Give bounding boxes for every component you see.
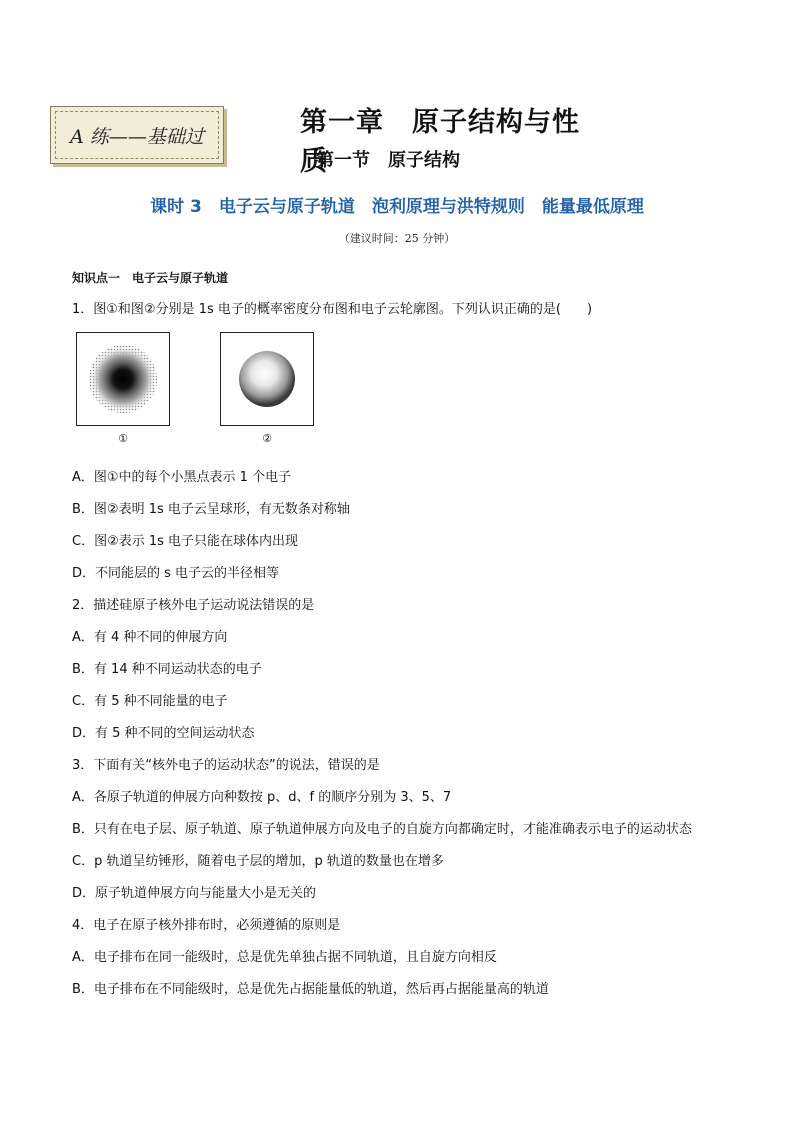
figure-1-caption: ① [118,432,128,445]
q3-option-d: D．原子轨道伸展方向与能量大小是无关的 [72,886,317,901]
dot-cloud-graphic [83,339,163,419]
q4-option-b: B．电子排布在不同能级时，总是优先占据能量低的轨道，然后再占据能量高的轨道 [72,982,549,997]
question-3-stem: 3．下面有关“核外电子的运动状态”的说法，错误的是 [72,758,380,773]
q3-option-b: B．只有在电子层、原子轨道、原子轨道伸展方向及电子的自旋方向都确定时，才能准确表示电子的运动状态 [72,822,692,837]
q2-option-a: A．有 4 种不同的伸展方向 [72,630,228,645]
figure-1 [76,332,170,448]
q2-option-b: B．有 14 种不同运动状态的电子 [72,662,262,677]
q1-option-d: D．不同能层的 s 电子云的半径相等 [72,566,280,581]
electron-cloud-outline-image [220,332,314,426]
question-4-stem: 4．电子在原子核外排布时，必须遵循的原则是 [72,918,341,933]
chapter-title: 第一章 原子结构与性质 [300,107,580,177]
q3-option-a: A．各原子轨道的伸展方向种数按 p、d、f 的顺序分别为 3、5、7 [72,790,452,805]
figure-row [72,332,732,454]
probability-density-image [76,332,170,426]
figure-2 [220,332,314,448]
section-badge [50,106,224,164]
q2-option-d: D．有 5 种不同的空间运动状态 [72,726,255,741]
q1-option-c: C．图②表示 1s 电子只能在球体内出现 [72,534,299,549]
q2-option-c: C．有 5 种不同能量的电子 [72,694,228,709]
suggested-time: （建议时间：25 分钟） [338,232,456,245]
section-title: 第一节 原子结构 [316,150,460,171]
q1-option-a: A．图①中的每个小黑点表示 1 个电子 [72,470,292,485]
sphere-graphic [227,339,307,419]
question-2-stem: 2．描述硅原子核外电子运动说法错误的是 [72,598,315,613]
lesson-title: 课时 3 电子云与原子轨道 泡利原理与洪特规则 能量最低原理 [150,197,644,217]
figure-2-caption: ② [262,432,272,445]
badge-label: A 练——基础过 [55,111,219,159]
question-1-stem: 1．图①和图②分别是 1s 电子的概率密度分布图和电子云轮廓图。下列认识正确的是( ) [72,302,593,317]
knowledge-point-heading: 知识点一 电子云与原子轨道 [72,271,229,285]
q3-option-c: C．p 轨道呈纺锤形，随着电子层的增加，p 轨道的数量也在增多 [72,854,444,869]
question-content [72,262,732,1006]
q4-option-a: A．电子排布在同一能级时，总是优先单独占据不同轨道，且自旋方向相反 [72,950,497,965]
q1-option-b: B．图②表明 1s 电子云呈球形，有无数条对称轴 [72,502,350,517]
